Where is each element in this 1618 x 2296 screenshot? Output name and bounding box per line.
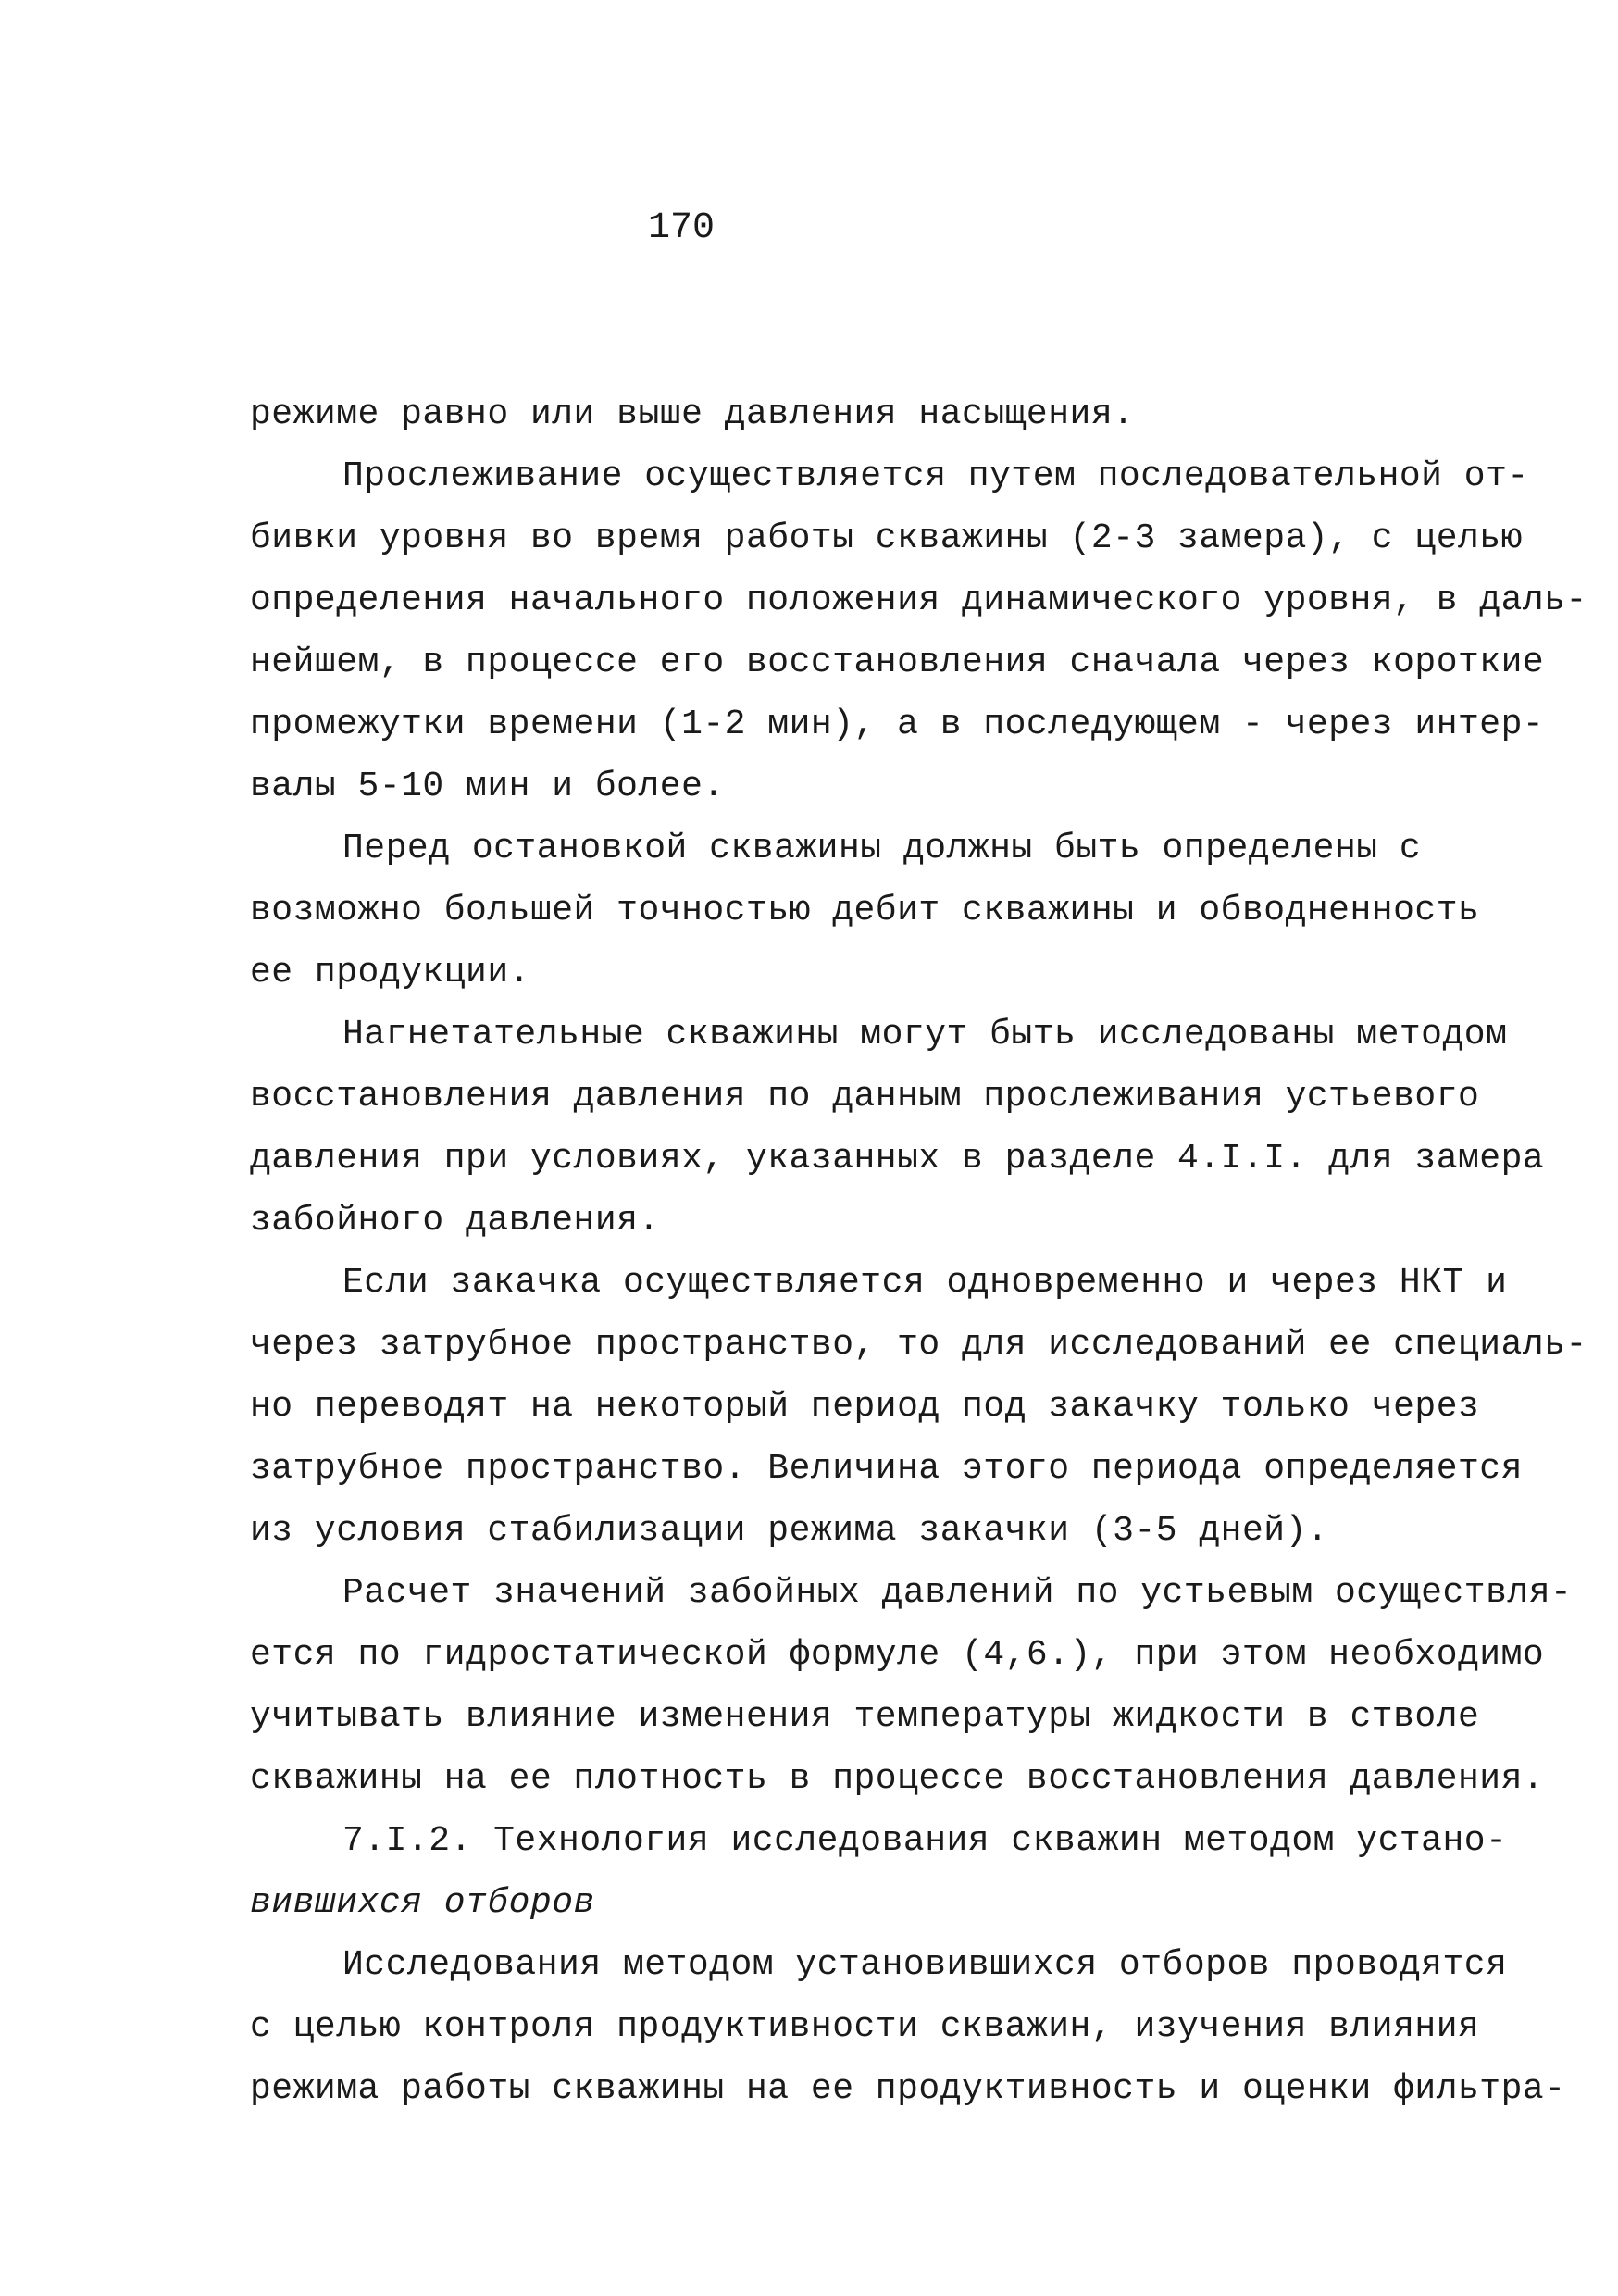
text-line: валы 5-10 мин и более. xyxy=(250,767,725,806)
page-number: 170 xyxy=(648,207,716,249)
text-line: с целью контроля продуктивности скважин, изучения влияния xyxy=(250,2007,1480,2047)
text-line: из условия стабилизации режима закачки (3-5 дней). xyxy=(250,1511,1329,1551)
text-line: Если закачка осуществляется одновременно и через НКТ и xyxy=(342,1263,1508,1303)
text-line: Расчет значений забойных давлений по устьевым осуществля- xyxy=(342,1573,1573,1613)
text-line: промежутки времени (1-2 мин), а в последующем - через интер- xyxy=(250,705,1545,744)
text-line: через затрубное пространство, то для исследований ее специаль- xyxy=(250,1325,1587,1365)
text-line: Нагнетательные скважины могут быть исследованы методом xyxy=(342,1015,1508,1054)
section-heading: 7.I.2. Технология исследования скважин методом устано- xyxy=(342,1821,1508,1861)
text-line: восстановления давления по данным прослеживания устьевого xyxy=(250,1077,1480,1117)
text-line: режиме равно или выше давления насыщения. xyxy=(250,394,1135,434)
text-line: Прослеживание осуществляется путем последовательной от- xyxy=(342,456,1529,496)
text-line: скважины на ее плотность в процессе восстановления давления. xyxy=(250,1759,1545,1799)
text-line: бивки уровня во время работы скважины (2-3 замера), с целью xyxy=(250,518,1523,558)
text-line: ется по гидростатической формуле (4,6.), при этом необходимо xyxy=(250,1635,1545,1675)
text-line: затрубное пространство. Величина этого периода определяется xyxy=(250,1449,1523,1489)
text-line: Исследования методом установившихся отборов проводятся xyxy=(342,1945,1508,1985)
text-line: нейшем, в процессе его восстановления сначала через короткие xyxy=(250,643,1545,682)
text-line: Перед остановкой скважины должны быть определены с xyxy=(342,829,1422,868)
text-line: но переводят на некоторый период под закачку только через xyxy=(250,1387,1480,1427)
text-line: давления при условиях, указанных в разделе 4.I.I. для замера xyxy=(250,1139,1545,1179)
section-heading-continuation: вившихся отборов xyxy=(250,1883,595,1923)
text-line: ее продукции. xyxy=(250,953,530,992)
text-line: определения начального положения динамического уровня, в даль- xyxy=(250,580,1587,620)
text-line: учитывать влияние изменения температуры жидкости в стволе xyxy=(250,1697,1480,1737)
text-line: возможно большей точностью дебит скважины и обводненность xyxy=(250,891,1480,930)
text-line: забойного давления. xyxy=(250,1201,660,1241)
text-line: режима работы скважины на ее продуктивность и оценки фильтра- xyxy=(250,2069,1566,2109)
